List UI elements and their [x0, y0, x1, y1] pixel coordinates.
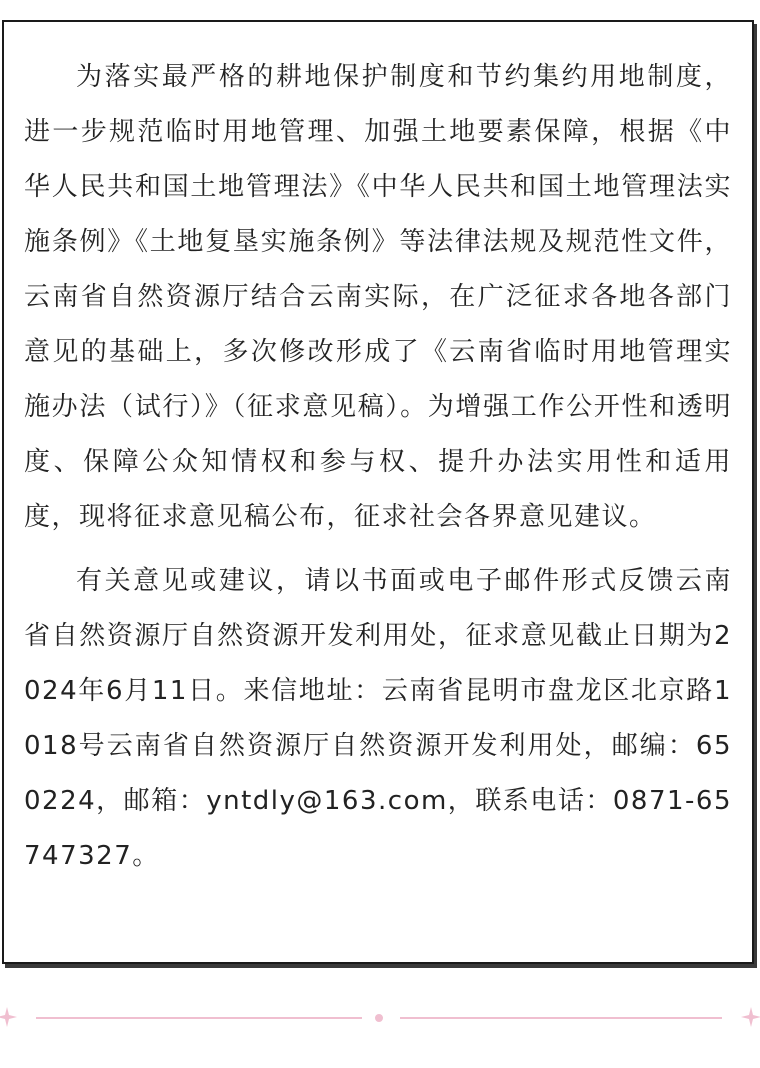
- sparkle-icon: [740, 1006, 760, 1028]
- notice-box: [2, 20, 754, 964]
- decorative-divider: [0, 1000, 760, 1036]
- divider-line-right: [400, 1017, 722, 1019]
- sparkle-icon: [0, 1006, 18, 1028]
- notice-paragraph-2: 有关意见或建议，请以书面或电子邮件形式反馈云南省自然资源厅自然资源开发利用处，征求意见截止日期为2024年6月11日。来信地址：云南省昆明市盘龙区北京路1018号云南省自然资源厅自然资源开发利用处，邮编：650224，邮箱：yntdly@163.com，联系电话：0871-65747327。: [24, 566, 732, 871]
- divider-line-left: [36, 1017, 362, 1019]
- notice-paragraph-1: 为落实最严格的耕地保护制度和节约集约用地制度，进一步规范临时用地管理、加强土地要素保障，根据《中华人民共和国土地管理法》《中华人民共和国土地管理法实施条例》《土地复垦实施条例》等法律法规及规范性文件，云南省自然资源厅结合云南实际，在广泛征求各地各部门意见的基础上，多次修改形成了《云南省临时用地管理实施办法（试行）》（征求意见稿）。为增强工作公开性和透明度、保障公众知情权和参与权、提升办法实用性和适用度，现将征求意见稿公布，征求社会各界意见建议。: [24, 62, 732, 532]
- divider-dot: [375, 1014, 383, 1022]
